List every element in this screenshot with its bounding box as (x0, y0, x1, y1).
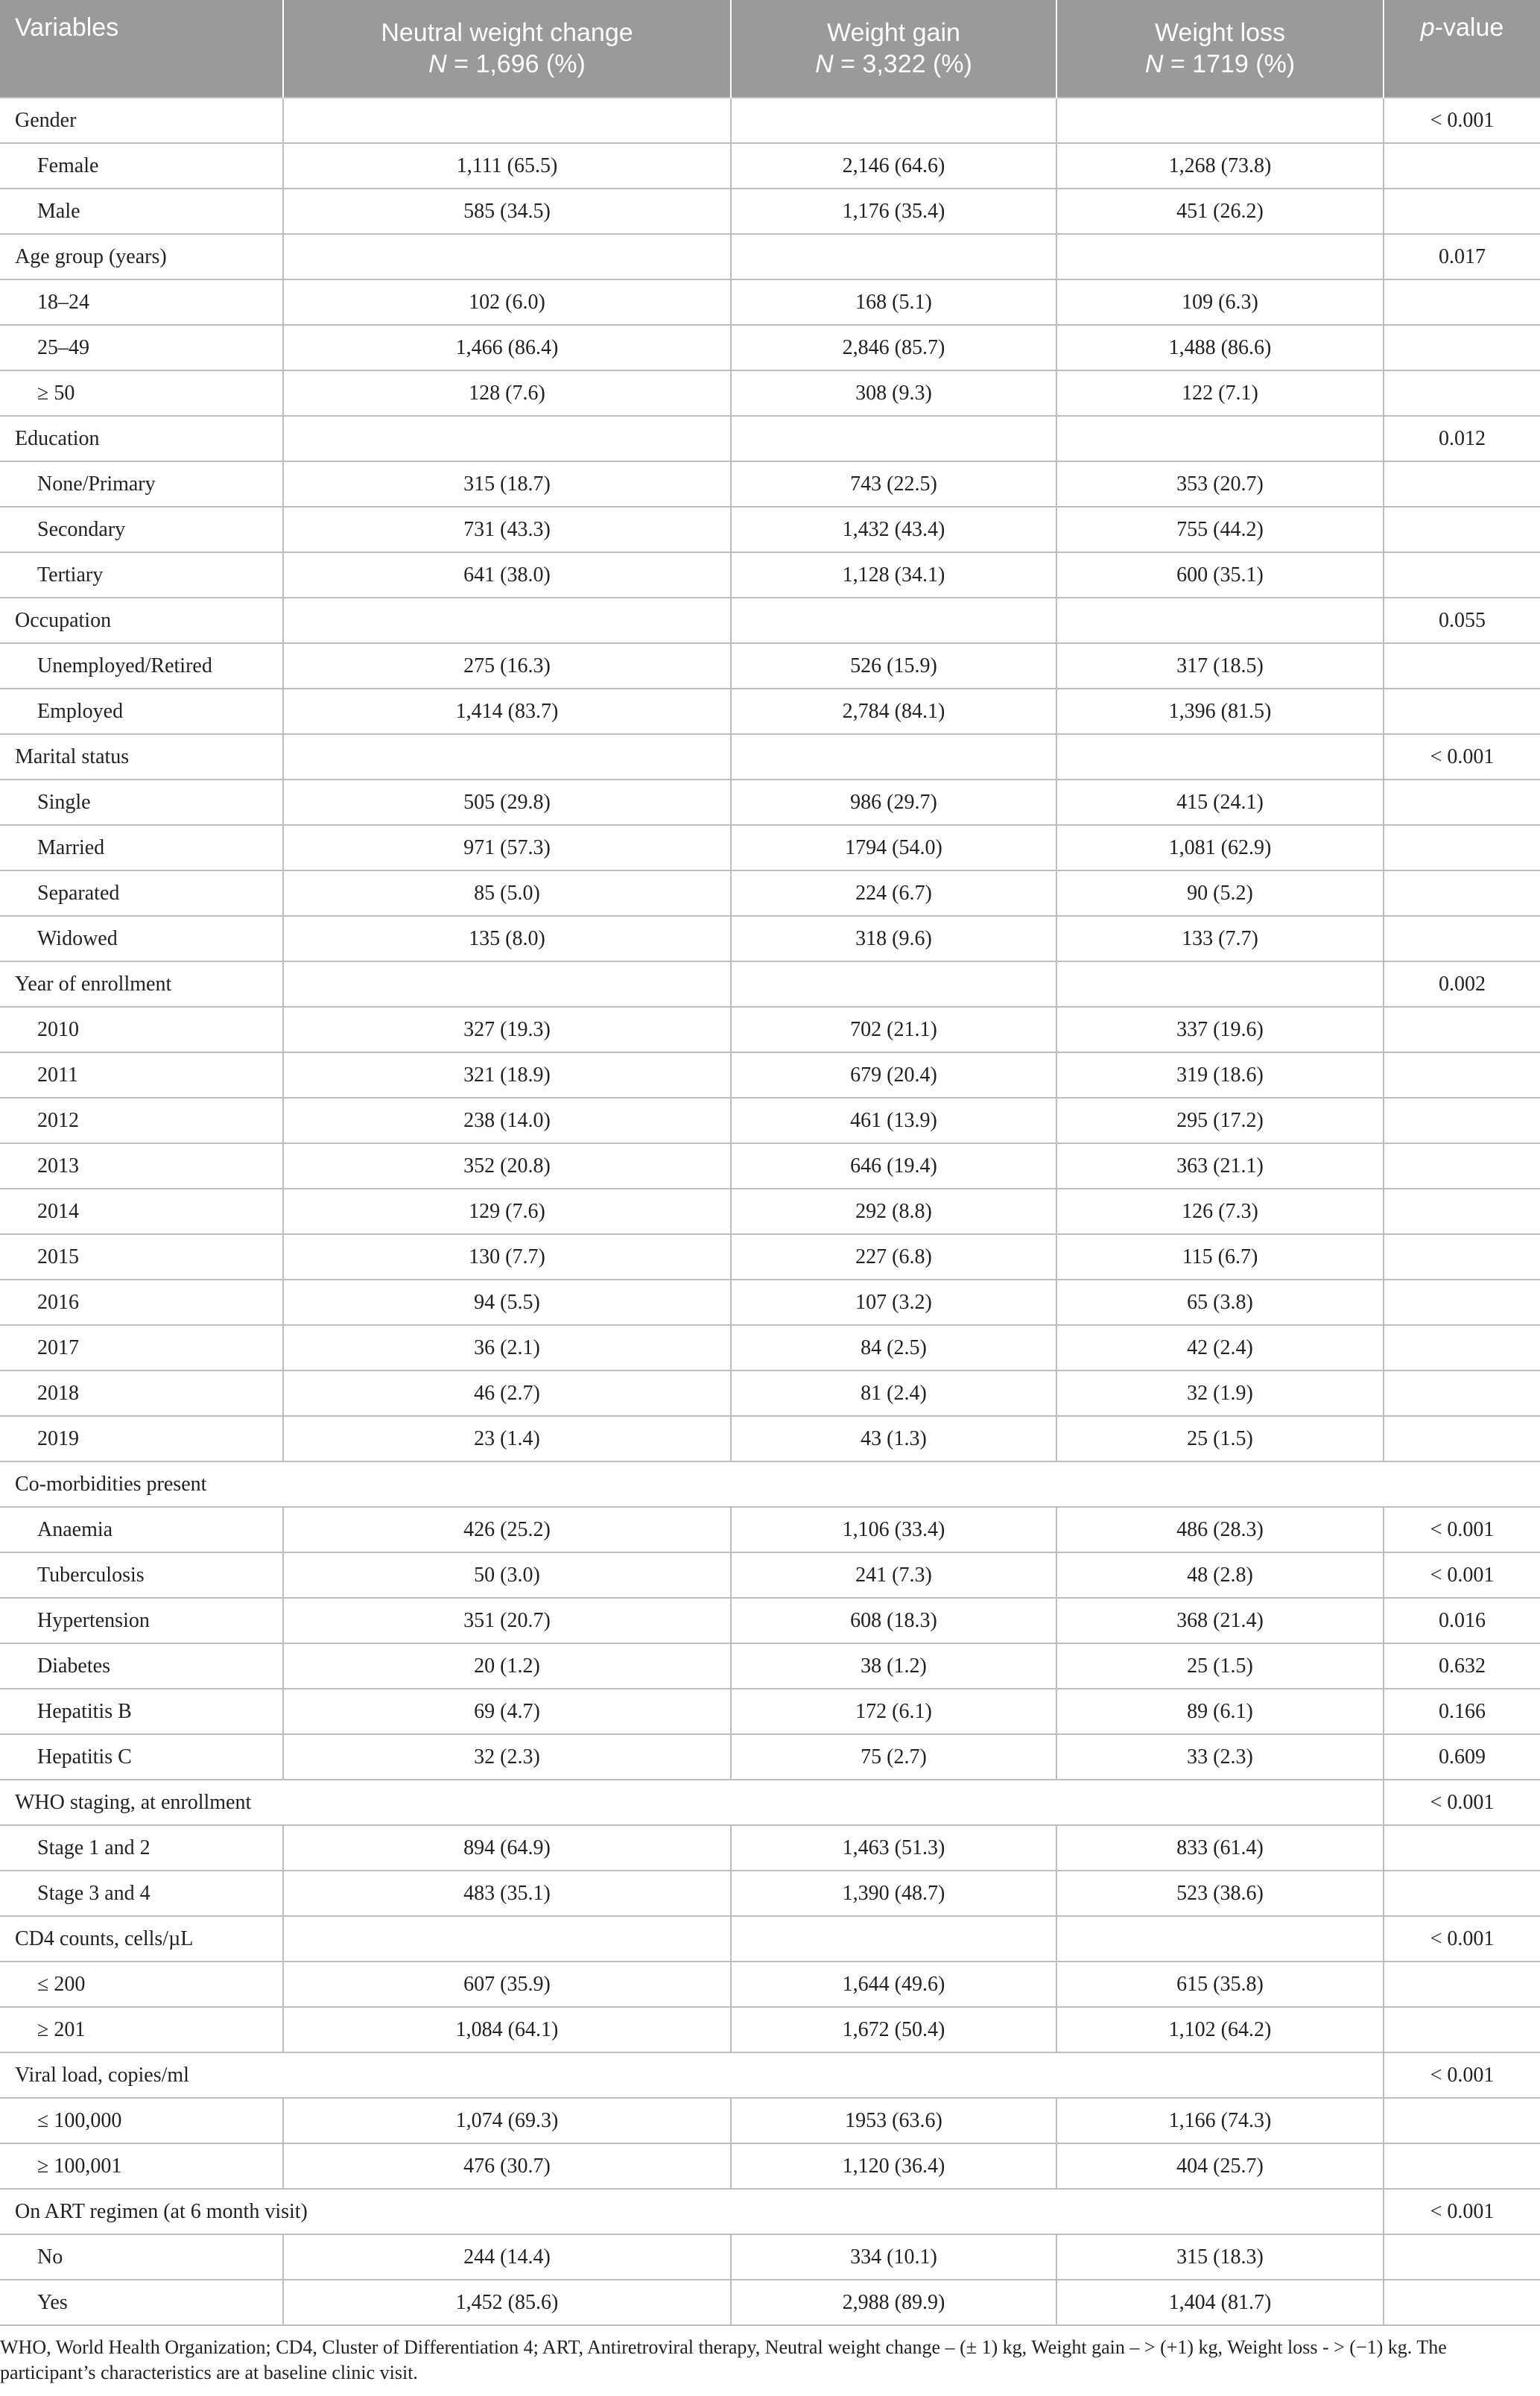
value-cell: 426 (25.2) (283, 1507, 731, 1552)
table-row (0, 1325, 1540, 1371)
p-value-cell (1384, 1871, 1540, 1916)
row-label: Stage 3 and 4 (0, 1871, 283, 1916)
row-label: No (0, 2234, 283, 2280)
value-cell: 33 (2.3) (1056, 1734, 1384, 1780)
p-value-cell (1384, 1098, 1540, 1143)
value-cell: 731 (43.3) (283, 507, 731, 552)
value-cell: 84 (2.5) (731, 1325, 1056, 1371)
row-label: Tuberculosis (0, 1552, 283, 1598)
value-cell: 1,111 (65.5) (283, 143, 731, 189)
row-label: Hepatitis C (0, 1734, 283, 1780)
p-value-cell: 0.016 (1384, 1598, 1540, 1643)
value-cell: 1,166 (74.3) (1056, 2098, 1384, 2143)
value-cell: 608 (18.3) (731, 1598, 1056, 1643)
value-cell: 894 (64.9) (283, 1825, 731, 1871)
table-row (0, 1098, 1540, 1143)
value-cell: 351 (20.7) (283, 1598, 731, 1643)
value-cell: 25 (1.5) (1056, 1416, 1384, 1461)
p-value-cell (1384, 552, 1540, 598)
value-cell: 702 (21.1) (731, 1007, 1056, 1052)
value-cell: 43 (1.3) (731, 1416, 1056, 1461)
p-value-cell: < 0.001 (1384, 734, 1540, 780)
group-label: CD4 counts, cells/µL (0, 1916, 283, 1962)
row-label: 2017 (0, 1325, 283, 1371)
p-value-cell (1384, 916, 1540, 961)
row-label: Separated (0, 870, 283, 916)
value-cell: 1,074 (69.3) (283, 2098, 731, 2143)
row-label: None/Primary (0, 461, 283, 507)
group-label: Gender (0, 98, 283, 143)
p-value-cell (1384, 1962, 1540, 2007)
row-label: Unemployed/Retired (0, 643, 283, 689)
value-cell: 168 (5.1) (731, 279, 1056, 325)
value-cell: 641 (38.0) (283, 552, 731, 598)
value-cell: 743 (22.5) (731, 461, 1056, 507)
value-cell: 107 (3.2) (731, 1280, 1056, 1325)
row-label: 2016 (0, 1280, 283, 1325)
table-row (0, 1871, 1540, 1916)
p-value-cell: < 0.001 (1384, 2189, 1540, 2234)
value-cell: 36 (2.1) (283, 1325, 731, 1371)
p-value-cell (1384, 643, 1540, 689)
row-label: ≤ 200 (0, 1962, 283, 2007)
value-cell: 32 (1.9) (1056, 1371, 1384, 1416)
table-row (0, 1052, 1540, 1098)
table-row (0, 1371, 1540, 1416)
row-label: Widowed (0, 916, 283, 961)
value-cell: 1,084 (64.1) (283, 2007, 731, 2052)
p-value-cell: < 0.001 (1384, 1916, 1540, 1962)
p-value-cell: 0.609 (1384, 1734, 1540, 1780)
value-cell: 1,414 (83.7) (283, 689, 731, 734)
value-cell: 1953 (63.6) (731, 2098, 1056, 2143)
value-cell: 1,432 (43.4) (731, 507, 1056, 552)
value-cell: 461 (13.9) (731, 1098, 1056, 1143)
table-row (0, 1598, 1540, 1643)
value-cell: 1,488 (86.6) (1056, 325, 1384, 370)
p-value-cell: 0.055 (1384, 598, 1540, 643)
table-row (0, 1962, 1540, 2007)
table-row (0, 189, 1540, 234)
value-cell: 65 (3.8) (1056, 1280, 1384, 1325)
p-value-cell: < 0.001 (1384, 2052, 1540, 2098)
p-value-cell: 0.166 (1384, 1689, 1540, 1734)
value-cell: 20 (1.2) (283, 1643, 731, 1689)
p-value-cell (1384, 689, 1540, 734)
group-label: Viral load, copies/ml (0, 2052, 1384, 2098)
table-body (0, 98, 1540, 2325)
group-label: Occupation (0, 598, 283, 643)
table-row (0, 2007, 1540, 2052)
value-cell: 368 (21.4) (1056, 1598, 1384, 1643)
value-cell: 1,106 (33.4) (731, 1507, 1056, 1552)
table-row (0, 552, 1540, 598)
p-value-cell (1384, 143, 1540, 189)
value-cell: 334 (10.1) (731, 2234, 1056, 2280)
empty-cell (731, 598, 1056, 643)
value-cell: 102 (6.0) (283, 279, 731, 325)
table-row (0, 643, 1540, 689)
value-cell: 308 (9.3) (731, 370, 1056, 416)
p-value-cell (1384, 1143, 1540, 1189)
value-cell: 135 (8.0) (283, 916, 731, 961)
table-row (0, 1189, 1540, 1234)
group-label: Age group (years) (0, 234, 283, 279)
table-row (0, 1143, 1540, 1189)
table-group-row (0, 2052, 1540, 2098)
header-neutral-weight-change: Neutral weight change N = 1,696 (%) (283, 0, 731, 98)
value-cell: 353 (20.7) (1056, 461, 1384, 507)
table-group-row (0, 234, 1540, 279)
p-value-cell (1384, 1234, 1540, 1280)
table-group-row (0, 98, 1540, 143)
value-cell: 317 (18.5) (1056, 643, 1384, 689)
p-value-cell (1384, 1825, 1540, 1871)
empty-cell (283, 734, 731, 780)
value-cell: 130 (7.7) (283, 1234, 731, 1280)
value-cell: 755 (44.2) (1056, 507, 1384, 552)
p-value-cell (1384, 2098, 1540, 2143)
empty-cell (1056, 98, 1384, 143)
row-label: ≥ 50 (0, 370, 283, 416)
row-label: 2019 (0, 1416, 283, 1461)
empty-cell (1056, 734, 1384, 780)
value-cell: 486 (28.3) (1056, 1507, 1384, 1552)
row-label: 2012 (0, 1098, 283, 1143)
p-value-cell: 0.002 (1384, 961, 1540, 1007)
value-cell: 227 (6.8) (731, 1234, 1056, 1280)
value-cell: 38 (1.2) (731, 1643, 1056, 1689)
row-label: 2018 (0, 1371, 283, 1416)
value-cell: 986 (29.7) (731, 780, 1056, 825)
value-cell: 126 (7.3) (1056, 1189, 1384, 1234)
table-row (0, 825, 1540, 870)
row-label: Hypertension (0, 1598, 283, 1643)
p-value-cell (1384, 1325, 1540, 1371)
table-group-row (0, 2189, 1540, 2234)
p-value-cell (1384, 2280, 1540, 2325)
value-cell: 833 (61.4) (1056, 1825, 1384, 1871)
value-cell: 679 (20.4) (731, 1052, 1056, 1098)
empty-cell (283, 1916, 731, 1962)
value-cell: 32 (2.3) (283, 1734, 731, 1780)
value-cell: 337 (19.6) (1056, 1007, 1384, 1052)
value-cell: 352 (20.8) (283, 1143, 731, 1189)
value-cell: 1,128 (34.1) (731, 552, 1056, 598)
p-value-cell: 0.017 (1384, 234, 1540, 279)
empty-cell (731, 234, 1056, 279)
p-value-cell (1384, 870, 1540, 916)
empty-cell (283, 234, 731, 279)
group-label: Education (0, 416, 283, 461)
value-cell: 1,176 (35.4) (731, 189, 1056, 234)
header-weight-gain: Weight gain N = 3,322 (%) (731, 0, 1056, 98)
p-value-cell: 0.012 (1384, 416, 1540, 461)
empty-cell (731, 961, 1056, 1007)
p-value-cell (1384, 461, 1540, 507)
row-label: ≤ 100,000 (0, 2098, 283, 2143)
row-label: 18–24 (0, 279, 283, 325)
empty-cell (1056, 598, 1384, 643)
table-row (0, 1689, 1540, 1734)
value-cell: 1,390 (48.7) (731, 1871, 1056, 1916)
table-header (0, 0, 1540, 98)
value-cell: 85 (5.0) (283, 870, 731, 916)
row-label: 2010 (0, 1007, 283, 1052)
value-cell: 2,146 (64.6) (731, 143, 1056, 189)
value-cell: 315 (18.3) (1056, 2234, 1384, 2280)
p-value-cell (1384, 825, 1540, 870)
value-cell: 238 (14.0) (283, 1098, 731, 1143)
value-cell: 615 (35.8) (1056, 1962, 1384, 2007)
p-value-cell (1384, 370, 1540, 416)
value-cell: 42 (2.4) (1056, 1325, 1384, 1371)
value-cell: 1,102 (64.2) (1056, 2007, 1384, 2052)
p-value-cell (1384, 2007, 1540, 2052)
value-cell: 476 (30.7) (283, 2143, 731, 2189)
value-cell: 321 (18.9) (283, 1052, 731, 1098)
p-value-cell (1384, 507, 1540, 552)
value-cell: 295 (17.2) (1056, 1098, 1384, 1143)
table-row (0, 870, 1540, 916)
row-label: 2011 (0, 1052, 283, 1098)
group-label: Marital status (0, 734, 283, 780)
table-row (0, 143, 1540, 189)
table-row (0, 916, 1540, 961)
p-value-cell (1384, 2143, 1540, 2189)
table-row (0, 1552, 1540, 1598)
value-cell: 128 (7.6) (283, 370, 731, 416)
row-label: Secondary (0, 507, 283, 552)
row-label: Stage 1 and 2 (0, 1825, 283, 1871)
p-value-cell (1384, 1371, 1540, 1416)
value-cell: 94 (5.5) (283, 1280, 731, 1325)
table-row (0, 689, 1540, 734)
value-cell: 1,404 (81.7) (1056, 2280, 1384, 2325)
value-cell: 363 (21.1) (1056, 1143, 1384, 1189)
value-cell: 109 (6.3) (1056, 279, 1384, 325)
empty-cell (731, 1916, 1056, 1962)
value-cell: 224 (6.7) (731, 870, 1056, 916)
table-row (0, 507, 1540, 552)
table-group-row (0, 1916, 1540, 1962)
table-group-row (0, 1461, 1540, 1507)
p-value-cell (1384, 325, 1540, 370)
row-label: 2014 (0, 1189, 283, 1234)
group-label: Year of enrollment (0, 961, 283, 1007)
table-row (0, 1234, 1540, 1280)
p-value-cell: < 0.001 (1384, 98, 1540, 143)
table-row (0, 370, 1540, 416)
group-label: On ART regimen (at 6 month visit) (0, 2189, 1384, 2234)
row-label: Hepatitis B (0, 1689, 283, 1734)
p-value-cell (1384, 1052, 1540, 1098)
p-value-cell (1384, 279, 1540, 325)
value-cell: 172 (6.1) (731, 1689, 1056, 1734)
row-label: ≥ 201 (0, 2007, 283, 2052)
row-label: Employed (0, 689, 283, 734)
value-cell: 415 (24.1) (1056, 780, 1384, 825)
p-value-cell (1384, 1189, 1540, 1234)
header-variables: Variables (0, 0, 283, 98)
value-cell: 81 (2.4) (731, 1371, 1056, 1416)
table-group-row (0, 416, 1540, 461)
value-cell: 607 (35.9) (283, 1962, 731, 2007)
value-cell: 23 (1.4) (283, 1416, 731, 1461)
table-row (0, 461, 1540, 507)
group-label: WHO staging, at enrollment (0, 1780, 1384, 1825)
p-value-cell (1384, 1416, 1540, 1461)
value-cell: 244 (14.4) (283, 2234, 731, 2280)
p-value-cell: 0.632 (1384, 1643, 1540, 1689)
empty-cell (283, 961, 731, 1007)
table-row (0, 1507, 1540, 1552)
table-row (0, 2280, 1540, 2325)
value-cell: 600 (35.1) (1056, 552, 1384, 598)
value-cell: 1,672 (50.4) (731, 2007, 1056, 2052)
value-cell: 483 (35.1) (283, 1871, 731, 1916)
value-cell: 1,268 (73.8) (1056, 143, 1384, 189)
value-cell: 1,466 (86.4) (283, 325, 731, 370)
row-label: Married (0, 825, 283, 870)
table-group-row (0, 734, 1540, 780)
table-row (0, 1416, 1540, 1461)
p-value-cell: < 0.001 (1384, 1552, 1540, 1598)
row-label: Male (0, 189, 283, 234)
table-group-row (0, 961, 1540, 1007)
value-cell: 451 (26.2) (1056, 189, 1384, 234)
value-cell: 122 (7.1) (1056, 370, 1384, 416)
table-footnote: WHO, World Health Organization; CD4, Cluster of Differentiation 4; ART, Antiretroviral therapy, Neutral weight change – (± 1) kg, Weight gain – > (+1) kg, Weight loss - > (−1) kg. The participant’s characteristics are at baseline clinic visit. (0, 2336, 1447, 2383)
value-cell: 2,784 (84.1) (731, 689, 1056, 734)
table-row (0, 1643, 1540, 1689)
row-label: Single (0, 780, 283, 825)
value-cell: 115 (6.7) (1056, 1234, 1384, 1280)
p-value-cell (1384, 2234, 1540, 2280)
value-cell: 275 (16.3) (283, 643, 731, 689)
value-cell: 292 (8.8) (731, 1189, 1056, 1234)
value-cell: 971 (57.3) (283, 825, 731, 870)
value-cell: 48 (2.8) (1056, 1552, 1384, 1598)
table-group-row (0, 598, 1540, 643)
value-cell: 133 (7.7) (1056, 916, 1384, 961)
row-label: 2015 (0, 1234, 283, 1280)
row-label: Tertiary (0, 552, 283, 598)
group-label: Co-morbidities present (0, 1461, 1540, 1507)
value-cell: 404 (25.7) (1056, 2143, 1384, 2189)
table-group-row (0, 1780, 1540, 1825)
value-cell: 1,396 (81.5) (1056, 689, 1384, 734)
value-cell: 2,988 (89.9) (731, 2280, 1056, 2325)
value-cell: 75 (2.7) (731, 1734, 1056, 1780)
header-p-value: p-value (1384, 0, 1540, 98)
p-value-cell (1384, 780, 1540, 825)
value-cell: 585 (34.5) (283, 189, 731, 234)
value-cell: 1,463 (51.3) (731, 1825, 1056, 1871)
value-cell: 315 (18.7) (283, 461, 731, 507)
value-cell: 241 (7.3) (731, 1552, 1056, 1598)
value-cell: 1,081 (62.9) (1056, 825, 1384, 870)
value-cell: 46 (2.7) (283, 1371, 731, 1416)
value-cell: 50 (3.0) (283, 1552, 731, 1598)
value-cell: 1,452 (85.6) (283, 2280, 731, 2325)
row-label: ≥ 100,001 (0, 2143, 283, 2189)
table-row (0, 2234, 1540, 2280)
table-row (0, 1007, 1540, 1052)
table-row (0, 1280, 1540, 1325)
value-cell: 129 (7.6) (283, 1189, 731, 1234)
value-cell: 523 (38.6) (1056, 1871, 1384, 1916)
value-cell: 69 (4.7) (283, 1689, 731, 1734)
value-cell: 25 (1.5) (1056, 1643, 1384, 1689)
value-cell: 1,120 (36.4) (731, 2143, 1056, 2189)
row-label: Diabetes (0, 1643, 283, 1689)
empty-cell (1056, 234, 1384, 279)
empty-cell (731, 416, 1056, 461)
empty-cell (283, 598, 731, 643)
value-cell: 2,846 (85.7) (731, 325, 1056, 370)
table-row (0, 780, 1540, 825)
empty-cell (731, 98, 1056, 143)
value-cell: 90 (5.2) (1056, 870, 1384, 916)
empty-cell (1056, 416, 1384, 461)
empty-cell (283, 416, 731, 461)
table-row (0, 1734, 1540, 1780)
p-value-cell (1384, 189, 1540, 234)
value-cell: 319 (18.6) (1056, 1052, 1384, 1098)
value-cell: 1794 (54.0) (731, 825, 1056, 870)
row-label: Yes (0, 2280, 283, 2325)
p-value-cell: < 0.001 (1384, 1507, 1540, 1552)
value-cell: 89 (6.1) (1056, 1689, 1384, 1734)
table-row (0, 325, 1540, 370)
table-row (0, 2098, 1540, 2143)
row-label: Anaemia (0, 1507, 283, 1552)
p-value-cell (1384, 1007, 1540, 1052)
row-label: 2013 (0, 1143, 283, 1189)
value-cell: 505 (29.8) (283, 780, 731, 825)
empty-cell (283, 98, 731, 143)
row-label: 25–49 (0, 325, 283, 370)
empty-cell (731, 734, 1056, 780)
p-value-cell: < 0.001 (1384, 1780, 1540, 1825)
p-value-cell (1384, 1280, 1540, 1325)
empty-cell (1056, 961, 1384, 1007)
value-cell: 327 (19.3) (283, 1007, 731, 1052)
table-row (0, 1825, 1540, 1871)
empty-cell (1056, 1916, 1384, 1962)
table-row (0, 279, 1540, 325)
value-cell: 646 (19.4) (731, 1143, 1056, 1189)
header-weight-loss: Weight loss N = 1719 (%) (1056, 0, 1384, 98)
table-row (0, 2143, 1540, 2189)
value-cell: 318 (9.6) (731, 916, 1056, 961)
value-cell: 1,644 (49.6) (731, 1962, 1056, 2007)
row-label: Female (0, 143, 283, 189)
value-cell: 526 (15.9) (731, 643, 1056, 689)
